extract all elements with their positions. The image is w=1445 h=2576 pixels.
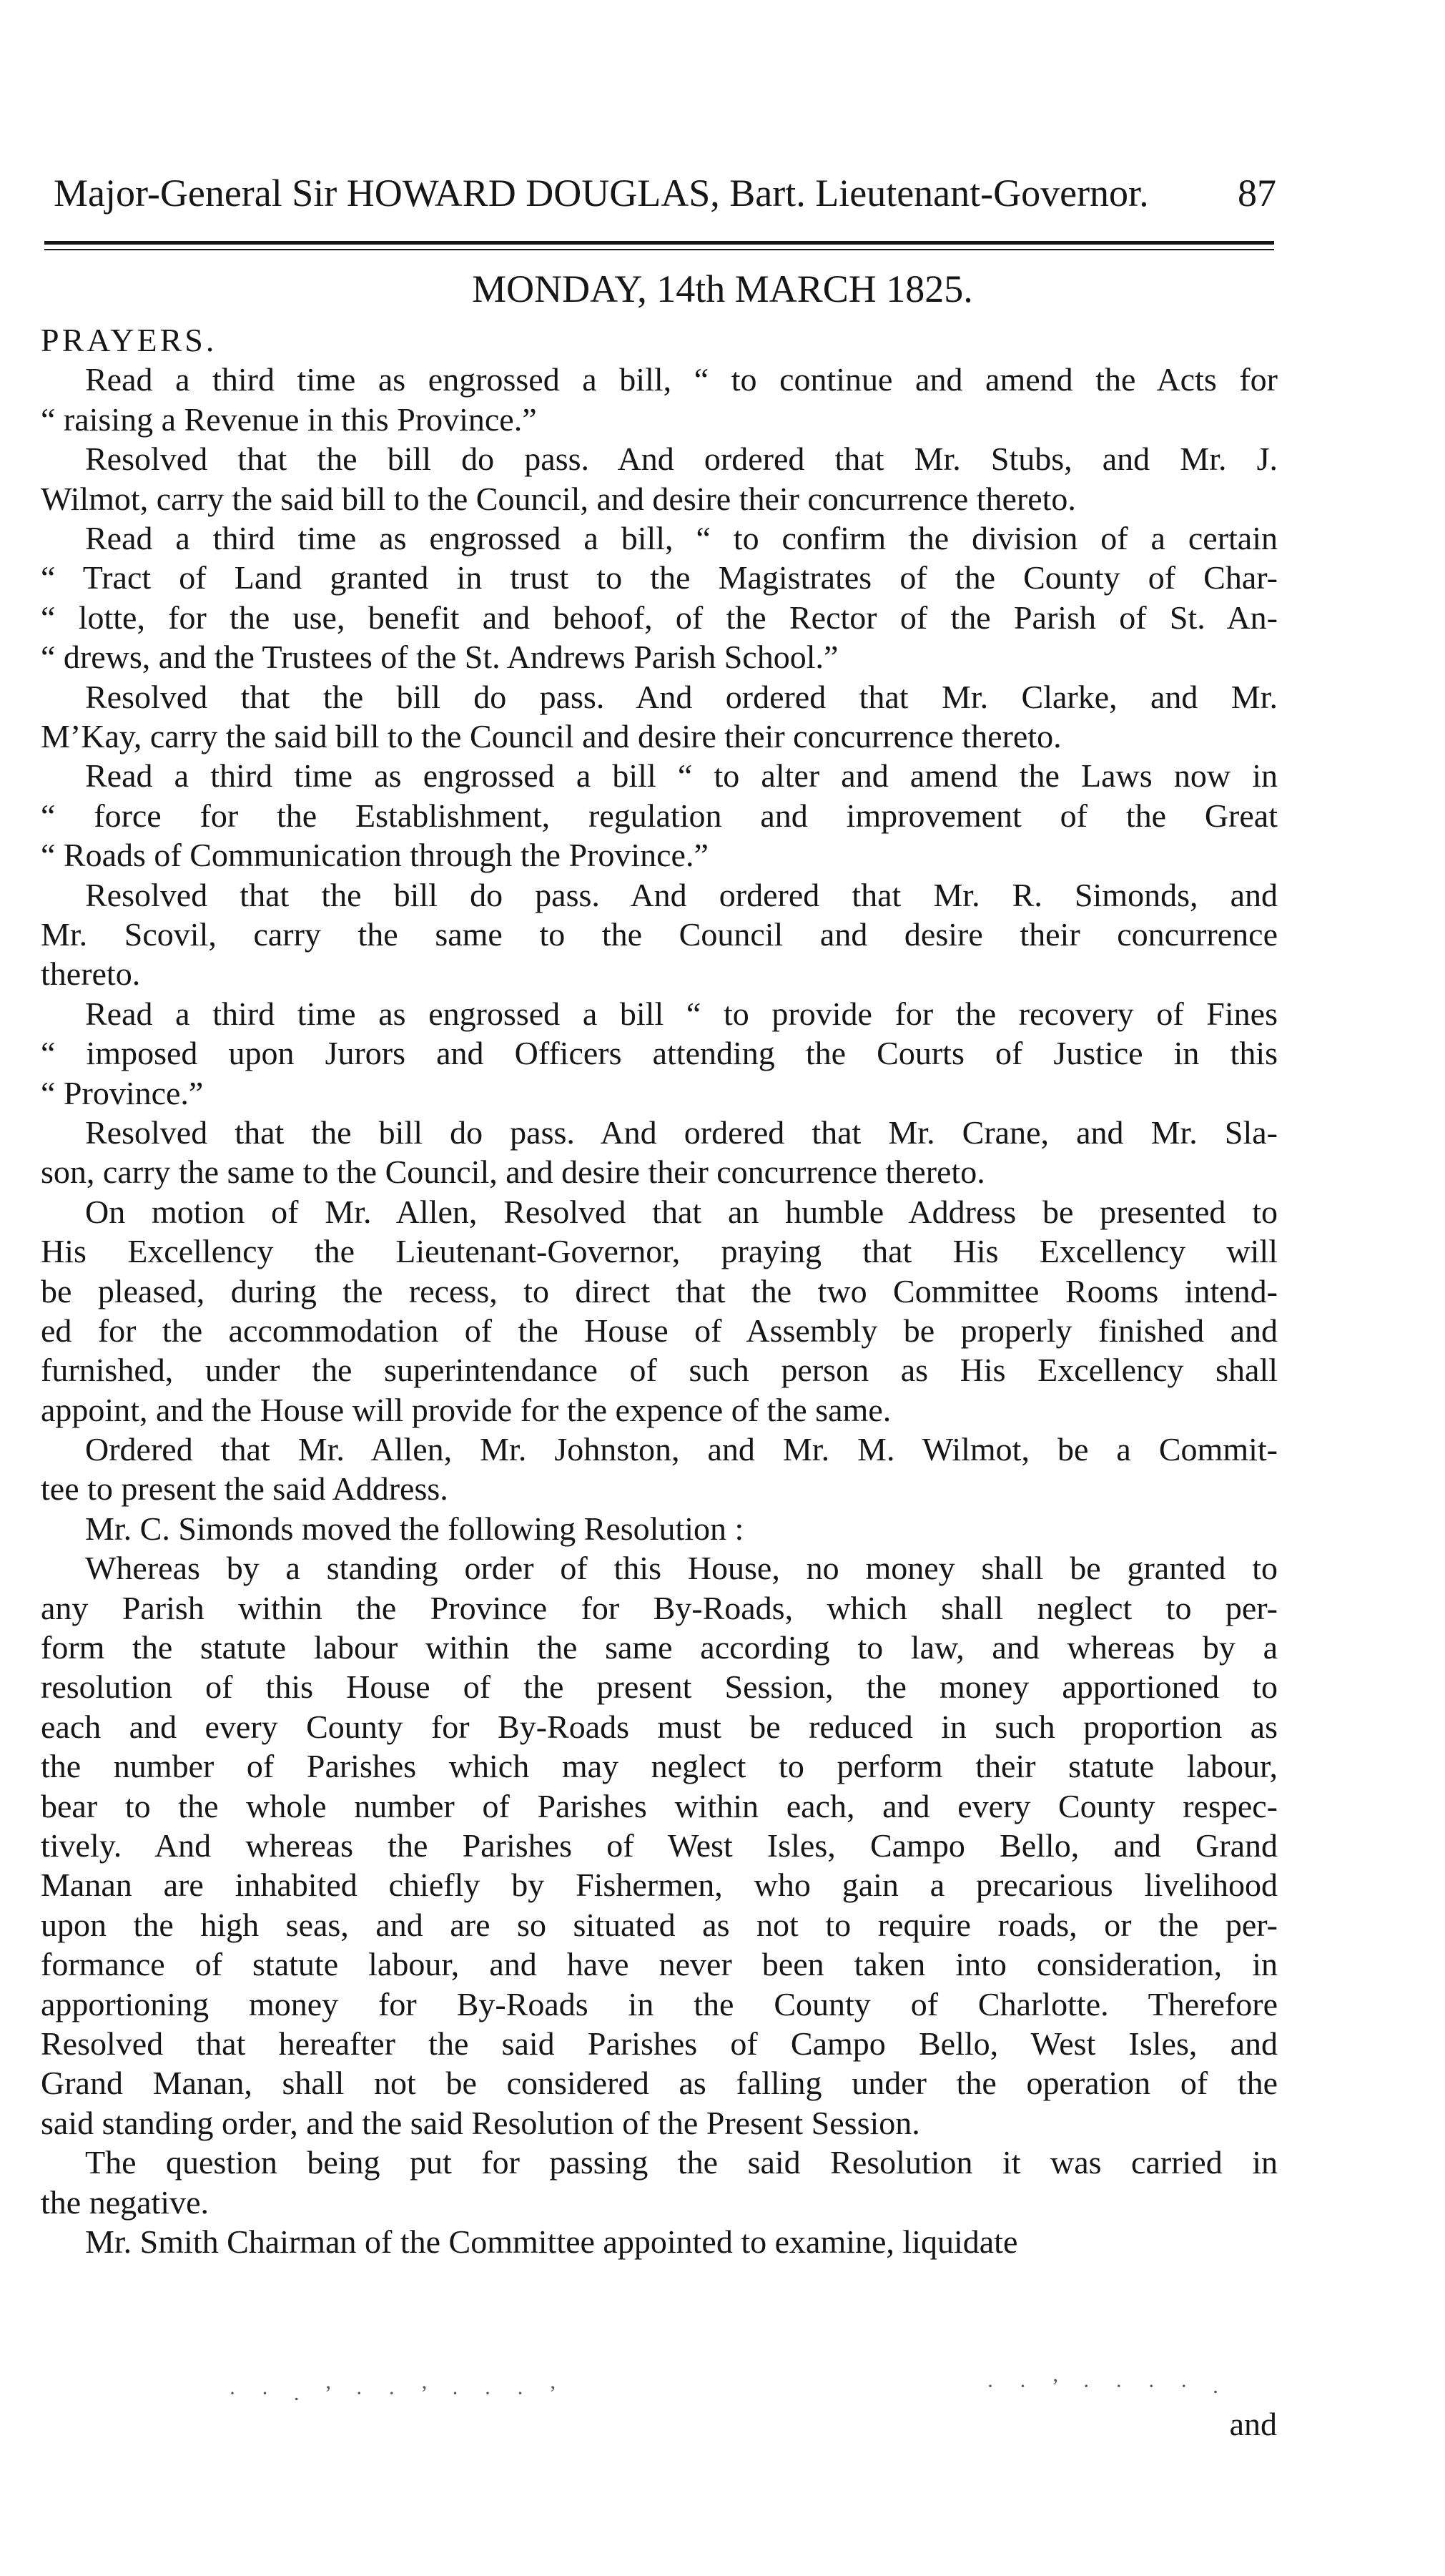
paragraph (41, 1509, 1278, 1548)
text-line: Resolved that the bill do pass. And ordered that Mr. Stubs, and Mr. J. (85, 441, 1278, 478)
text-line: be pleased, during the recess, to direct that the two Committee Rooms intend- (41, 1272, 1278, 1309)
paragraph (41, 1430, 1278, 1509)
text-line: bear to the whole number of Parishes within each, and every County respec- (41, 1787, 1278, 1824)
running-header (54, 170, 1276, 216)
text-line: Resolved that hereafter the said Parishes of Campo Bello, West Isles, and (41, 2025, 1278, 2062)
text-line: Mr. Smith Chairman of the Committee appointed to examine, liquidate (85, 2223, 1018, 2260)
header-rule-thick (44, 241, 1274, 245)
text-line: form the statute labour within the same according to law, and whereas by a (41, 1629, 1278, 1666)
paragraph (41, 994, 1278, 1113)
text-line: “ Roads of Communication through the Province.” (41, 837, 709, 874)
text-line: Wilmot, carry the said bill to the Council, and desire their concurrence thereto. (41, 480, 1076, 517)
text-line: Read a third time as engrossed a bill, “ to confirm the division of a certain (85, 520, 1278, 556)
text-line: Whereas by a standing order of this House, no money shall be granted to (85, 1550, 1278, 1587)
text-line: Mr. C. Simonds moved the following Resolution : (85, 1510, 744, 1547)
paragraph (41, 2222, 1278, 2261)
text-line: M’Kay, carry the said bill to the Council and desire their concurrence thereto. (41, 717, 1062, 754)
print-specks: · · ’ · · · · . (987, 2374, 1228, 2398)
text-line: tee to present the said Address. (41, 1470, 448, 1508)
paragraph (41, 2143, 1278, 2222)
text-line: son, carry the same to the Council, and desire their concurrence thereto. (41, 1154, 985, 1191)
text-line: Resolved that the bill do pass. And ordered that Mr. Crane, and Mr. Sla- (85, 1114, 1278, 1151)
header-rule-thin (44, 249, 1274, 250)
text-line: Mr. Scovil, carry the same to the Council and desire their concurrence (41, 915, 1278, 953)
text-line: tively. And whereas the Parishes of West Isles, Campo Bello, and Grand (41, 1827, 1278, 1864)
session-date: MONDAY, 14th MARCH 1825. (472, 267, 973, 310)
text-line: “ imposed upon Jurors and Officers attending the Courts of Justice in this (41, 1035, 1278, 1072)
text-line: resolution of this House of the present Session, the money apportioned to (41, 1668, 1278, 1706)
text-line: “ drews, and the Trustees of the St. Andrews Parish School.” (41, 639, 839, 676)
text-line: furnished, under the superintendance of such person as His Excellency shall (41, 1352, 1278, 1389)
catchword: and (1229, 2406, 1277, 2442)
text-line: “ Tract of Land granted in trust to the Magistrates of the County of Char- (41, 559, 1278, 596)
text-line: formance of statute labour, and have never been taken into consideration, in (41, 1946, 1278, 1983)
text-line: each and every County for By-Roads must be reduced in such proportion as (41, 1708, 1278, 1745)
text-line: Resolved that the bill do pass. And ordered that Mr. R. Simonds, and (85, 876, 1278, 913)
text-line: Ordered that Mr. Allen, Mr. Johnston, and Mr. M. Wilmot, be a Commit- (85, 1431, 1278, 1468)
header-title: Major-General Sir HOWARD DOUGLAS, Bart. Lieutenant-Governor. (54, 172, 1149, 215)
text-line: “ force for the Establishment, regulation and improvement of the Great (41, 797, 1278, 834)
text-line: Grand Manan, shall not be considered as falling under the operation of the (41, 2065, 1278, 2102)
text-line: said standing order, and the said Resolution of the Present Session. (41, 2104, 920, 2141)
text-line: the number of Parishes which may neglect to perform their statute labour, (41, 1748, 1278, 1785)
text-line: Read a third time as engrossed a bill “ to alter and amend the Laws now in (85, 757, 1278, 795)
page-number: 87 (1238, 172, 1276, 215)
text-line: His Excellency the Lieutenant-Governor, praying that His Excellency will (41, 1233, 1278, 1270)
paragraph (41, 756, 1278, 875)
text-line: Read a third time as engrossed a bill “ to provide for the recovery of Fines (85, 995, 1278, 1032)
paragraph (41, 1113, 1278, 1192)
text-line: the negative. (41, 2183, 209, 2221)
text-line: thereto. (41, 955, 141, 993)
text-line: Resolved that the bill do pass. And ordered that Mr. Clarke, and Mr. (85, 678, 1278, 715)
text-line: upon the high seas, and are so situated as not to require roads, or the per- (41, 1906, 1278, 1943)
paragraph (41, 677, 1278, 757)
paragraph (41, 875, 1278, 994)
text-line: appoint, and the House will provide for the expence of the same. (41, 1391, 892, 1428)
paragraph (41, 518, 1278, 677)
text-line: On motion of Mr. Allen, Resolved that an humble Address be presented to (85, 1193, 1278, 1230)
text-line: any Parish within the Province for By-Roads, which shall neglect to per- (41, 1589, 1278, 1626)
text-line: apportioning money for By-Roads in the County of Charlotte. Therefore (41, 1985, 1278, 2022)
text-line: “ raising a Revenue in this Province.” (41, 400, 537, 438)
text-line: PRAYERS. (41, 322, 217, 358)
paragraph (41, 439, 1278, 518)
text-line: ed for the accommodation of the House of Assembly be properly finished and (41, 1312, 1278, 1349)
text-line: “ lotte, for the use, benefit and behoof, of the Rector of the Parish of St. An- (41, 599, 1278, 636)
journal-body (41, 320, 1278, 2261)
paragraph (41, 1192, 1278, 1430)
paragraph (41, 1548, 1278, 2143)
text-line: Manan are inhabited chiefly by Fishermen, who gain a precarious livelihood (41, 1867, 1278, 1904)
text-line: “ Province.” (41, 1074, 204, 1111)
text-line: The question being put for passing the said Resolution it was carried in (85, 2144, 1278, 2181)
paragraph (41, 320, 1278, 360)
print-specks: · · . ’ · · ’ · · · ’ (229, 2381, 566, 2405)
paragraph (41, 360, 1278, 439)
text-line: Read a third time as engrossed a bill, “ to continue and amend the Acts for (85, 361, 1278, 398)
